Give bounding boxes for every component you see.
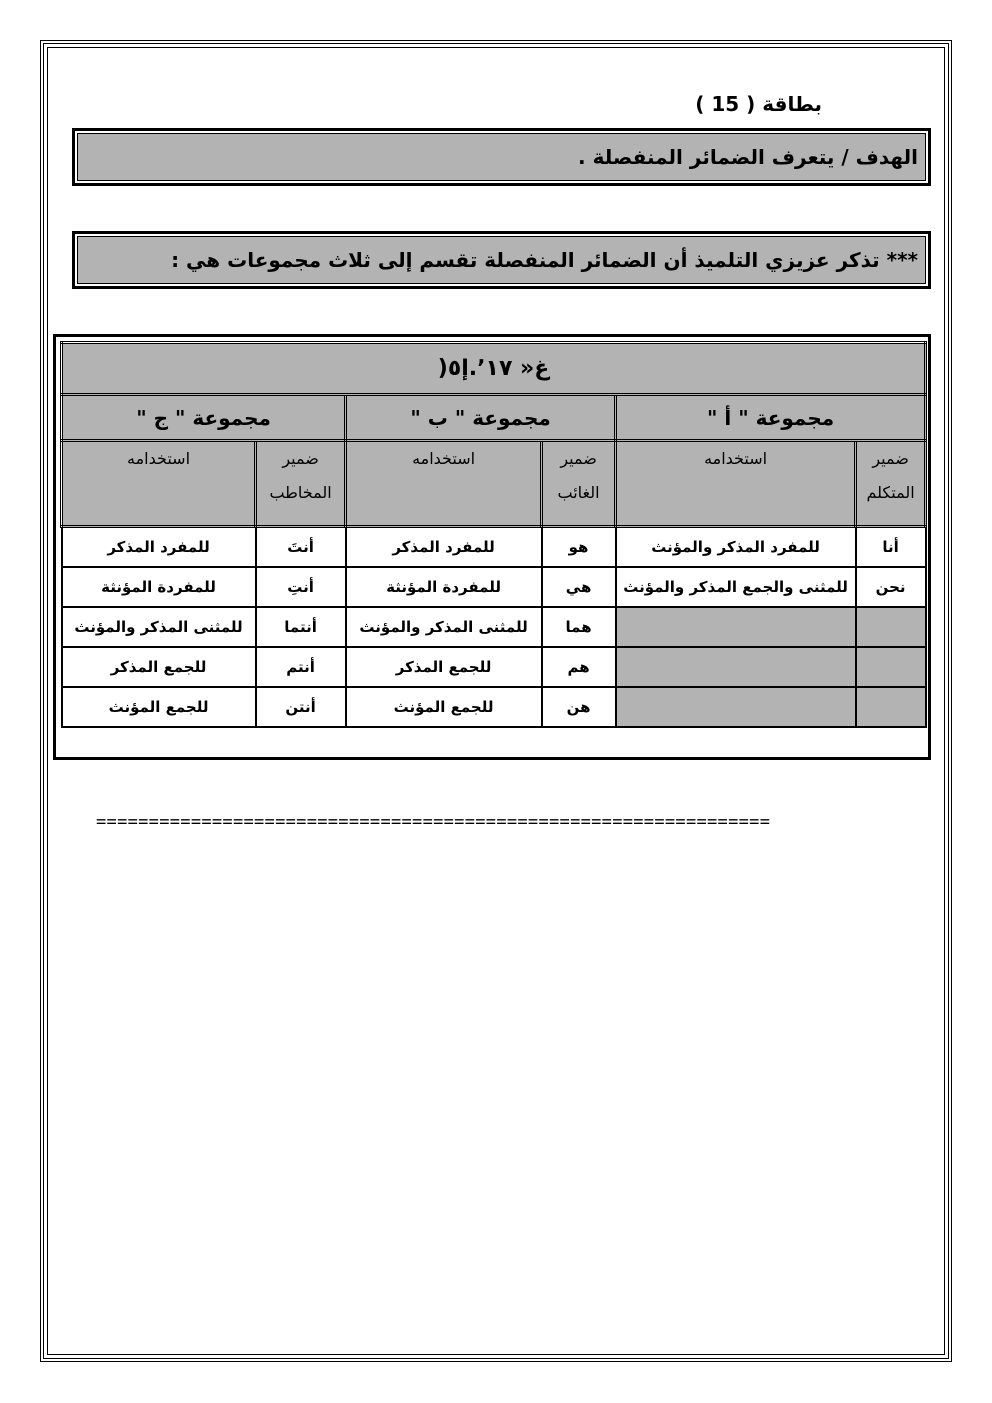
cell-c-pronoun: أنتم — [256, 647, 346, 687]
table-row — [62, 687, 926, 727]
group-a-header: مجموعة " أ " — [616, 395, 926, 441]
cell-c-pronoun: أنتَ — [256, 527, 346, 568]
table-row — [62, 527, 926, 568]
pronouns-table — [60, 341, 927, 728]
table-title: غ« ٬١٧.إ٥( — [62, 343, 926, 395]
cell-a-usage-empty — [616, 687, 856, 727]
cell-b-pronoun: هي — [542, 567, 616, 607]
note-text: *** تذكر عزيزي التلميذ أن الضمائر المنفصلة تقسم إلى ثلاث مجموعات هي : — [171, 248, 918, 272]
cell-b-usage: للمثنى المذكر والمؤنث — [346, 607, 542, 647]
goal-text: الهدف / يتعرف الضمائر المنفصلة . — [578, 145, 918, 169]
cell-a-pronoun: أنا — [856, 527, 926, 568]
cell-b-pronoun: هما — [542, 607, 616, 647]
group-b-header: مجموعة " ب " — [346, 395, 616, 441]
cell-c-usage: للجمع المذكر — [62, 647, 256, 687]
cell-a-pronoun-empty — [856, 687, 926, 727]
cell-a-usage-empty — [616, 647, 856, 687]
cell-a-usage: للمفرد المذكر والمؤنث — [616, 527, 856, 568]
note-bar — [72, 231, 931, 289]
cell-b-pronoun: هم — [542, 647, 616, 687]
cell-b-usage: للمفردة المؤنثة — [346, 567, 542, 607]
cell-c-usage: للمفرد المذكر — [62, 527, 256, 568]
cell-b-usage: للمفرد المذكر — [346, 527, 542, 568]
cell-c-usage: للمثنى المذكر والمؤنث — [62, 607, 256, 647]
cell-b-pronoun: هن — [542, 687, 616, 727]
col-header-c-pronoun: ضمير المخاطب — [256, 441, 346, 527]
table-row — [62, 607, 926, 647]
goal-bar — [72, 128, 931, 186]
col-header-b-pronoun: ضمير الغائب — [542, 441, 616, 527]
cell-c-usage: للجمع المؤنث — [62, 687, 256, 727]
col-header-c-usage: استخدامه — [62, 441, 256, 527]
cell-a-pronoun-empty — [856, 607, 926, 647]
cell-a-usage: للمثنى والجمع المذكر والمؤنث — [616, 567, 856, 607]
cell-a-usage-empty — [616, 607, 856, 647]
col-header-b-usage: استخدامه — [346, 441, 542, 527]
separator-line: ================================================================ — [96, 812, 771, 832]
cell-a-pronoun-empty — [856, 647, 926, 687]
table-row — [62, 567, 926, 607]
cell-c-pronoun: أنتِ — [256, 567, 346, 607]
cell-c-pronoun: أنتما — [256, 607, 346, 647]
table-row — [62, 647, 926, 687]
cell-c-pronoun: أنتن — [256, 687, 346, 727]
card-title: بطاقة ( 15 ) — [695, 92, 822, 116]
group-c-header: مجموعة " ج " — [62, 395, 346, 441]
col-header-a-usage: استخدامه — [616, 441, 856, 527]
cell-b-usage: للجمع المذكر — [346, 647, 542, 687]
cell-a-pronoun: نحن — [856, 567, 926, 607]
cell-c-usage: للمفردة المؤنثة — [62, 567, 256, 607]
pronouns-table-frame — [53, 334, 931, 760]
col-header-a-pronoun: ضمير المتكلم — [856, 441, 926, 527]
cell-b-pronoun: هو — [542, 527, 616, 568]
cell-b-usage: للجمع المؤنث — [346, 687, 542, 727]
